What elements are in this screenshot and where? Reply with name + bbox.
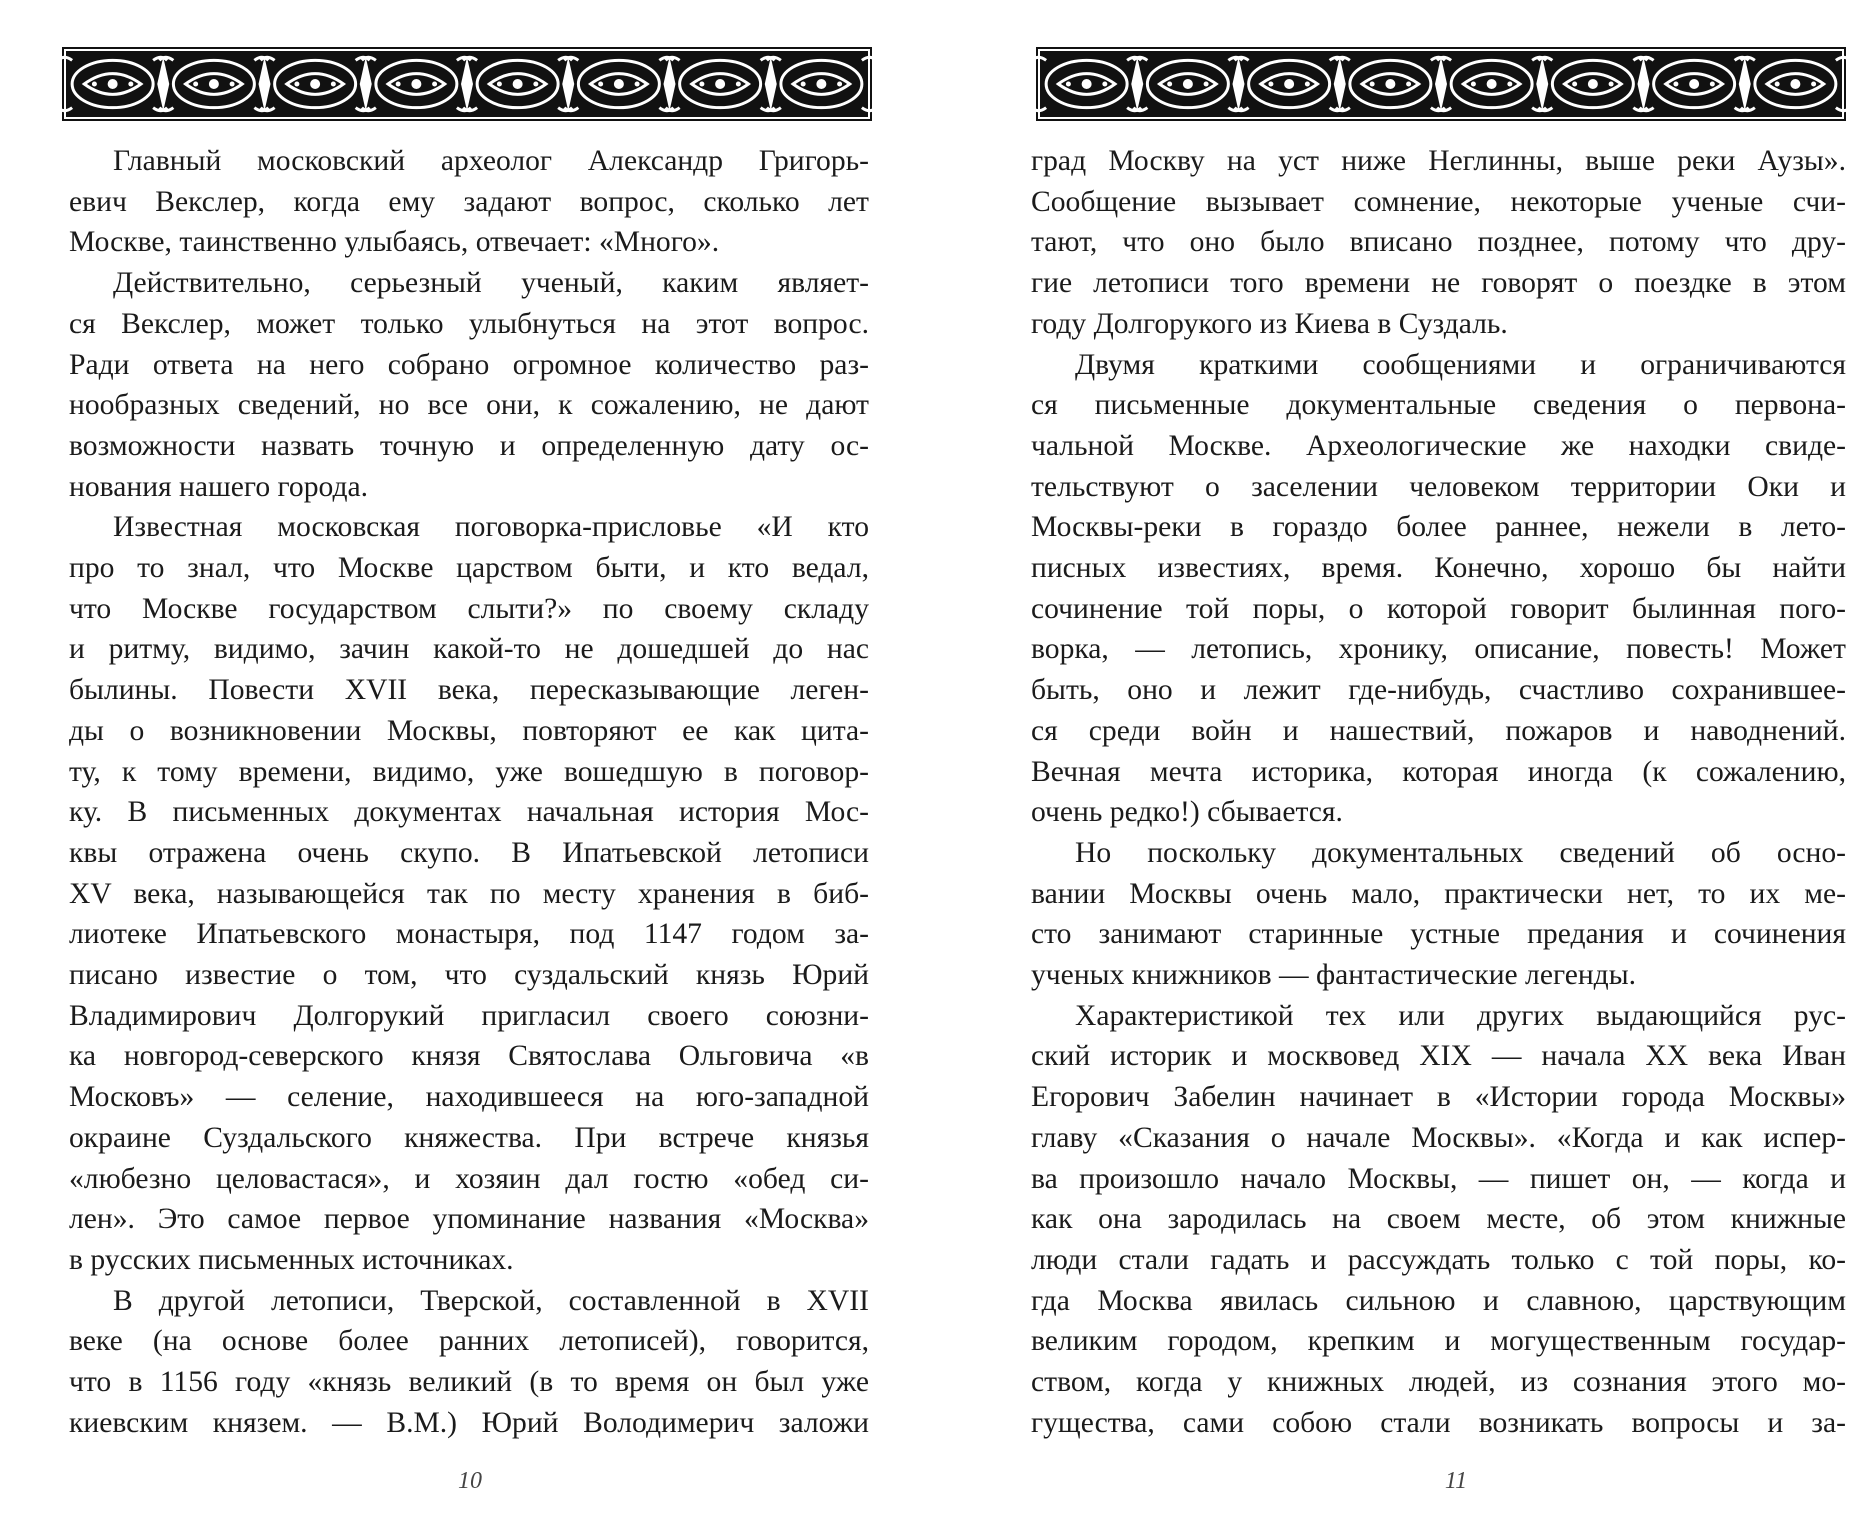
text-line: Характеристикой тех или других выдающийся рус- bbox=[1075, 999, 1846, 1032]
text-line: Известная московская поговорка-присловье «И кто bbox=[113, 511, 869, 544]
text-line: Москве, таинственно улыбаясь, отвечает: «Много». bbox=[69, 226, 720, 259]
text-line: ва произошло начало Москвы, — пишет он, — когда и bbox=[1031, 1162, 1846, 1195]
text-line: Главный московский археолог Александр Григорь- bbox=[113, 145, 869, 177]
text-line: что Москве государством слыти?» по своему складу bbox=[69, 592, 869, 625]
text-line: тельствуют о заселении человеком территории Оки и bbox=[1031, 470, 1846, 503]
text-line: люди стали гадать и рассуждать только с той поры, ко- bbox=[1031, 1243, 1846, 1276]
text-line: ся Векслер, может только улыбнуться на этот вопрос. bbox=[69, 307, 869, 340]
text-line: веке (на основе более ранних летописей), говорится, bbox=[69, 1325, 869, 1358]
text-line: Москвы-реки в гораздо более раннее, нежели в лето- bbox=[1031, 511, 1846, 544]
text-line: сто занимают старинные устные предания и сочинения bbox=[1031, 918, 1846, 951]
text-line: году Долгорукого из Киева в Суздаль. bbox=[1031, 307, 1508, 340]
text-line: ученых книжников — фантастические легенды. bbox=[1031, 959, 1637, 992]
text-line: Ради ответа на него собрано огромное количество раз- bbox=[69, 348, 869, 381]
ornamental-border-icon bbox=[1036, 47, 1846, 121]
text-line: XV века, называющейся так по месту хранения в биб- bbox=[69, 877, 869, 910]
text-line: гущества, сами собою стали возникать вопросы и за- bbox=[1031, 1406, 1846, 1439]
text-line: нования нашего города. bbox=[69, 470, 369, 503]
text-line: гие летописи того времени не говорят о поездке в этом bbox=[1031, 267, 1846, 300]
text-line: ся письменные документальные сведения о первона- bbox=[1031, 389, 1846, 422]
page-body bbox=[69, 141, 869, 1444]
text-line: ка новгород-северского князя Святослава Ольговича «в bbox=[69, 1040, 869, 1073]
text-line: лен». Это самое первое упоминание названия «Москва» bbox=[69, 1203, 869, 1236]
text-line: ский историк и москвовед XIX — начала XX века Иван bbox=[1031, 1040, 1846, 1073]
text-line: писных известиях, время. Конечно, хорошо бы найти bbox=[1031, 552, 1846, 585]
text-line: в русских письменных источниках. bbox=[69, 1243, 514, 1276]
text-line: былины. Повести XVII века, пересказывающие леген- bbox=[69, 674, 869, 707]
text-line: евич Векслер, когда ему задают вопрос, сколько лет bbox=[69, 185, 869, 218]
text-line: В другой летописи, Тверской, составленной в XVII bbox=[113, 1284, 869, 1317]
text-line: тают, что оно было вписано позднее, потому что дру- bbox=[1031, 226, 1846, 259]
text-line: Егорович Забелин начинает в «Истории города Москвы» bbox=[1031, 1081, 1846, 1114]
text-line: возможности назвать точную и определенную дату ос- bbox=[69, 429, 869, 462]
text-line: «любезно целовастася», и хозяин дал гостю «обед си- bbox=[69, 1162, 869, 1195]
text-line: Владимирович Долгорукий пригласил своего союзни- bbox=[69, 999, 869, 1032]
text-line: Но поскольку документальных сведений об осно- bbox=[1075, 836, 1846, 869]
text-line: и ритму, видимо, зачин какой-то не дошедшей до нас bbox=[69, 633, 869, 666]
text-line: ством, когда у книжных людей, из сознания этого мо- bbox=[1031, 1366, 1846, 1399]
text-line: писано известие о том, что суздальский князь Юрий bbox=[69, 959, 869, 992]
ornamental-border-icon bbox=[62, 47, 872, 121]
text-line: Двумя краткими сообщениями и ограничиваются bbox=[1075, 348, 1846, 381]
text-line: лиотеке Ипатьевского монастыря, под 1147 годом за- bbox=[69, 918, 869, 951]
text-line: ку. В письменных документах начальная история Мос- bbox=[69, 796, 869, 829]
text-line: как она зародилась на своем месте, об этом книжные bbox=[1031, 1203, 1846, 1236]
text-line: вании Москвы очень мало, практически нет, то их ме- bbox=[1031, 877, 1846, 910]
text-line: ды о возникновении Москвы, повторяют ее как цита- bbox=[69, 714, 869, 747]
text-line: ворка, — летопись, хронику, описание, повесть! Может bbox=[1031, 633, 1846, 666]
page-number: 11 bbox=[1444, 1468, 1468, 1494]
text-line: Вечная мечта историка, которая иногда (к сожалению, bbox=[1031, 755, 1846, 788]
right-page bbox=[936, 0, 1872, 1527]
text-line: про то знал, что Москве царством быти, и кто ведал, bbox=[69, 552, 869, 585]
text-line: что в 1156 году «князь великий (в то время он был уже bbox=[69, 1366, 869, 1399]
text-line: ту, к тому времени, видимо, уже вошедшую в поговор- bbox=[69, 755, 869, 788]
text-line: нообразных сведений, но все они, к сожалению, не дают bbox=[69, 389, 869, 422]
text-line: Действительно, серьезный ученый, каким являет- bbox=[113, 267, 869, 300]
text-line: сочинение той поры, о которой говорит былинная пого- bbox=[1031, 592, 1846, 625]
text-line: главу «Сказания о начале Москвы». «Когда и как испер- bbox=[1031, 1121, 1846, 1154]
text-line: чальной Москве. Археологические же находки свиде- bbox=[1031, 429, 1846, 462]
text-line: великим городом, крепким и могущественным государ- bbox=[1031, 1325, 1846, 1358]
text-line: окраине Суздальского княжества. При встрече князья bbox=[69, 1121, 869, 1154]
text-line: быть, оно и лежит где-нибудь, счастливо сохранившее- bbox=[1031, 674, 1846, 707]
page-body bbox=[1031, 141, 1846, 1444]
text-line: Московъ» — селение, находившееся на юго-западной bbox=[69, 1081, 869, 1114]
text-line: гда Москва явилась сильною и славною, царствующим bbox=[1031, 1284, 1846, 1317]
text-line: ся среди войн и нашествий, пожаров и наводнений. bbox=[1031, 714, 1846, 747]
text-line: квы отражена очень скупо. В Ипатьевской летописи bbox=[69, 836, 869, 869]
text-line: град Москву на уст ниже Неглинны, выше реки Аузы». bbox=[1031, 145, 1846, 177]
text-line: Сообщение вызывает сомнение, некоторые ученые счи- bbox=[1031, 185, 1846, 218]
page-number: 10 bbox=[458, 1468, 482, 1494]
text-line: очень редко!) сбывается. bbox=[1031, 796, 1343, 829]
text-line: киевским князем. — В.М.) Юрий Володимерич заложи bbox=[69, 1406, 869, 1439]
